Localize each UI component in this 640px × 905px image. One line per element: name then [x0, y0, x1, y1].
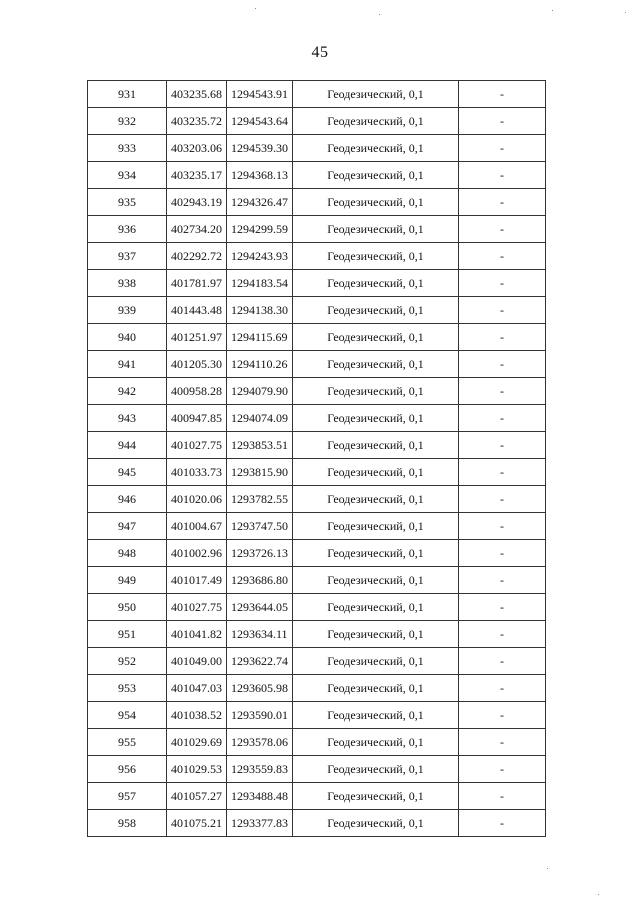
- extra-mark-cell: -: [459, 108, 546, 135]
- point-number-cell: 944: [88, 432, 167, 459]
- method-accuracy-cell: Геодезический, 0,1: [293, 675, 459, 702]
- table-row: [88, 810, 546, 837]
- table-row: [88, 81, 546, 108]
- coordinate-y-cell: 1293622.74: [227, 648, 293, 675]
- coordinate-x-cell: 400958.28: [167, 378, 227, 405]
- method-accuracy-cell: Геодезический, 0,1: [293, 81, 459, 108]
- coordinate-y-cell: 1293377.83: [227, 810, 293, 837]
- point-number-cell: 938: [88, 270, 167, 297]
- coordinate-x-cell: 403203.06: [167, 135, 227, 162]
- coordinate-y-cell: 1294110.26: [227, 351, 293, 378]
- point-number-cell: 933: [88, 135, 167, 162]
- coordinate-x-cell: 403235.72: [167, 108, 227, 135]
- table-row: [88, 324, 546, 351]
- method-accuracy-cell: Геодезический, 0,1: [293, 810, 459, 837]
- coordinate-y-cell: 1293747.50: [227, 513, 293, 540]
- extra-mark-cell: -: [459, 162, 546, 189]
- method-accuracy-cell: Геодезический, 0,1: [293, 216, 459, 243]
- extra-mark-cell: -: [459, 216, 546, 243]
- method-accuracy-cell: Геодезический, 0,1: [293, 459, 459, 486]
- extra-mark-cell: -: [459, 567, 546, 594]
- coordinate-x-cell: 403235.17: [167, 162, 227, 189]
- method-accuracy-cell: Геодезический, 0,1: [293, 756, 459, 783]
- coordinate-y-cell: 1293644.05: [227, 594, 293, 621]
- method-accuracy-cell: Геодезический, 0,1: [293, 162, 459, 189]
- coordinate-x-cell: 401075.21: [167, 810, 227, 837]
- extra-mark-cell: -: [459, 297, 546, 324]
- point-number-cell: 952: [88, 648, 167, 675]
- extra-mark-cell: -: [459, 675, 546, 702]
- point-number-cell: 940: [88, 324, 167, 351]
- coordinate-x-cell: 401027.75: [167, 432, 227, 459]
- extra-mark-cell: -: [459, 405, 546, 432]
- coordinate-y-cell: 1294183.54: [227, 270, 293, 297]
- point-number-cell: 936: [88, 216, 167, 243]
- extra-mark-cell: -: [459, 378, 546, 405]
- coordinate-x-cell: 401041.82: [167, 621, 227, 648]
- coordinate-y-cell: 1293686.80: [227, 567, 293, 594]
- extra-mark-cell: -: [459, 135, 546, 162]
- point-number-cell: 934: [88, 162, 167, 189]
- coordinate-x-cell: 401047.03: [167, 675, 227, 702]
- method-accuracy-cell: Геодезический, 0,1: [293, 513, 459, 540]
- page-number: 45: [311, 44, 329, 61]
- coordinate-x-cell: 401020.06: [167, 486, 227, 513]
- coordinate-y-cell: 1293782.55: [227, 486, 293, 513]
- point-number-cell: 932: [88, 108, 167, 135]
- coordinate-y-cell: 1294539.30: [227, 135, 293, 162]
- method-accuracy-cell: Геодезический, 0,1: [293, 270, 459, 297]
- method-accuracy-cell: Геодезический, 0,1: [293, 783, 459, 810]
- coordinate-x-cell: 400947.85: [167, 405, 227, 432]
- point-number-cell: 945: [88, 459, 167, 486]
- coordinate-x-cell: 401002.96: [167, 540, 227, 567]
- coordinate-x-cell: 401038.52: [167, 702, 227, 729]
- point-number-cell: 955: [88, 729, 167, 756]
- coordinate-x-cell: 401057.27: [167, 783, 227, 810]
- method-accuracy-cell: Геодезический, 0,1: [293, 405, 459, 432]
- table-row: [88, 783, 546, 810]
- coordinate-x-cell: 401027.75: [167, 594, 227, 621]
- scan-speck: [379, 14, 380, 15]
- coordinate-x-cell: 403235.68: [167, 81, 227, 108]
- table-row: [88, 243, 546, 270]
- method-accuracy-cell: Геодезический, 0,1: [293, 324, 459, 351]
- point-number-cell: 942: [88, 378, 167, 405]
- table-row: [88, 378, 546, 405]
- coordinates-table: [87, 80, 546, 837]
- coordinate-x-cell: 401251.97: [167, 324, 227, 351]
- coordinate-x-cell: 401781.97: [167, 270, 227, 297]
- extra-mark-cell: -: [459, 432, 546, 459]
- coordinate-y-cell: 1294115.69: [227, 324, 293, 351]
- point-number-cell: 941: [88, 351, 167, 378]
- table-row: [88, 459, 546, 486]
- table-row: [88, 189, 546, 216]
- method-accuracy-cell: Геодезический, 0,1: [293, 621, 459, 648]
- extra-mark-cell: -: [459, 486, 546, 513]
- table-row: [88, 648, 546, 675]
- coordinate-y-cell: 1294138.30: [227, 297, 293, 324]
- extra-mark-cell: -: [459, 243, 546, 270]
- extra-mark-cell: -: [459, 513, 546, 540]
- coordinate-x-cell: 402734.20: [167, 216, 227, 243]
- point-number-cell: 943: [88, 405, 167, 432]
- point-number-cell: 956: [88, 756, 167, 783]
- coordinate-y-cell: 1294074.09: [227, 405, 293, 432]
- scan-speck: [255, 8, 256, 9]
- coordinate-x-cell: 401033.73: [167, 459, 227, 486]
- method-accuracy-cell: Геодезический, 0,1: [293, 648, 459, 675]
- table-row: [88, 216, 546, 243]
- coordinate-y-cell: 1293815.90: [227, 459, 293, 486]
- extra-mark-cell: -: [459, 540, 546, 567]
- method-accuracy-cell: Геодезический, 0,1: [293, 486, 459, 513]
- method-accuracy-cell: Геодезический, 0,1: [293, 540, 459, 567]
- table-row: [88, 513, 546, 540]
- method-accuracy-cell: Геодезический, 0,1: [293, 189, 459, 216]
- extra-mark-cell: -: [459, 621, 546, 648]
- point-number-cell: 953: [88, 675, 167, 702]
- method-accuracy-cell: Геодезический, 0,1: [293, 108, 459, 135]
- coordinate-y-cell: 1294543.64: [227, 108, 293, 135]
- extra-mark-cell: -: [459, 189, 546, 216]
- coordinate-y-cell: 1294079.90: [227, 378, 293, 405]
- table-row: [88, 135, 546, 162]
- extra-mark-cell: -: [459, 648, 546, 675]
- point-number-cell: 931: [88, 81, 167, 108]
- table-row: [88, 297, 546, 324]
- coordinate-y-cell: 1293726.13: [227, 540, 293, 567]
- table-row: [88, 405, 546, 432]
- point-number-cell: 951: [88, 621, 167, 648]
- extra-mark-cell: -: [459, 324, 546, 351]
- table-row: [88, 594, 546, 621]
- point-number-cell: 947: [88, 513, 167, 540]
- point-number-cell: 958: [88, 810, 167, 837]
- extra-mark-cell: -: [459, 783, 546, 810]
- coordinate-y-cell: 1294326.47: [227, 189, 293, 216]
- table-row: [88, 108, 546, 135]
- coordinate-x-cell: 401443.48: [167, 297, 227, 324]
- coordinate-y-cell: 1293634.11: [227, 621, 293, 648]
- coordinate-y-cell: 1293605.98: [227, 675, 293, 702]
- extra-mark-cell: -: [459, 81, 546, 108]
- method-accuracy-cell: Геодезический, 0,1: [293, 567, 459, 594]
- method-accuracy-cell: Геодезический, 0,1: [293, 135, 459, 162]
- coordinate-y-cell: 1294368.13: [227, 162, 293, 189]
- extra-mark-cell: -: [459, 594, 546, 621]
- coordinate-y-cell: 1294299.59: [227, 216, 293, 243]
- coordinate-y-cell: 1294243.93: [227, 243, 293, 270]
- point-number-cell: 948: [88, 540, 167, 567]
- coordinate-x-cell: 401029.53: [167, 756, 227, 783]
- table-row: [88, 270, 546, 297]
- point-number-cell: 935: [88, 189, 167, 216]
- point-number-cell: 949: [88, 567, 167, 594]
- coordinates-table-body: [88, 81, 546, 837]
- coordinate-x-cell: 402292.72: [167, 243, 227, 270]
- table-row: [88, 540, 546, 567]
- extra-mark-cell: -: [459, 756, 546, 783]
- coordinate-x-cell: 401004.67: [167, 513, 227, 540]
- method-accuracy-cell: Геодезический, 0,1: [293, 378, 459, 405]
- table-row: [88, 756, 546, 783]
- table-row: [88, 702, 546, 729]
- coordinate-y-cell: 1293853.51: [227, 432, 293, 459]
- scan-speck: [598, 894, 599, 895]
- method-accuracy-cell: Геодезический, 0,1: [293, 729, 459, 756]
- method-accuracy-cell: Геодезический, 0,1: [293, 297, 459, 324]
- table-row: [88, 675, 546, 702]
- point-number-cell: 950: [88, 594, 167, 621]
- extra-mark-cell: -: [459, 351, 546, 378]
- scan-speck: [552, 10, 553, 11]
- coordinate-y-cell: 1293590.01: [227, 702, 293, 729]
- method-accuracy-cell: Геодезический, 0,1: [293, 243, 459, 270]
- extra-mark-cell: -: [459, 459, 546, 486]
- coordinate-x-cell: 401049.00: [167, 648, 227, 675]
- coordinate-y-cell: 1293578.06: [227, 729, 293, 756]
- point-number-cell: 946: [88, 486, 167, 513]
- extra-mark-cell: -: [459, 810, 546, 837]
- table-row: [88, 432, 546, 459]
- coordinate-x-cell: 401205.30: [167, 351, 227, 378]
- scan-speck: [625, 12, 626, 13]
- point-number-cell: 954: [88, 702, 167, 729]
- coordinate-x-cell: 402943.19: [167, 189, 227, 216]
- table-row: [88, 486, 546, 513]
- point-number-cell: 937: [88, 243, 167, 270]
- method-accuracy-cell: Геодезический, 0,1: [293, 702, 459, 729]
- coordinate-y-cell: 1294543.91: [227, 81, 293, 108]
- point-number-cell: 939: [88, 297, 167, 324]
- table-row: [88, 351, 546, 378]
- coordinate-y-cell: 1293488.48: [227, 783, 293, 810]
- point-number-cell: 957: [88, 783, 167, 810]
- method-accuracy-cell: Геодезический, 0,1: [293, 432, 459, 459]
- extra-mark-cell: -: [459, 702, 546, 729]
- extra-mark-cell: -: [459, 270, 546, 297]
- coordinate-y-cell: 1293559.83: [227, 756, 293, 783]
- table-row: [88, 729, 546, 756]
- coordinate-x-cell: 401017.49: [167, 567, 227, 594]
- extra-mark-cell: -: [459, 729, 546, 756]
- table-row: [88, 162, 546, 189]
- scan-speck: [547, 868, 548, 869]
- table-row: [88, 621, 546, 648]
- table-row: [88, 567, 546, 594]
- coordinate-x-cell: 401029.69: [167, 729, 227, 756]
- method-accuracy-cell: Геодезический, 0,1: [293, 594, 459, 621]
- method-accuracy-cell: Геодезический, 0,1: [293, 351, 459, 378]
